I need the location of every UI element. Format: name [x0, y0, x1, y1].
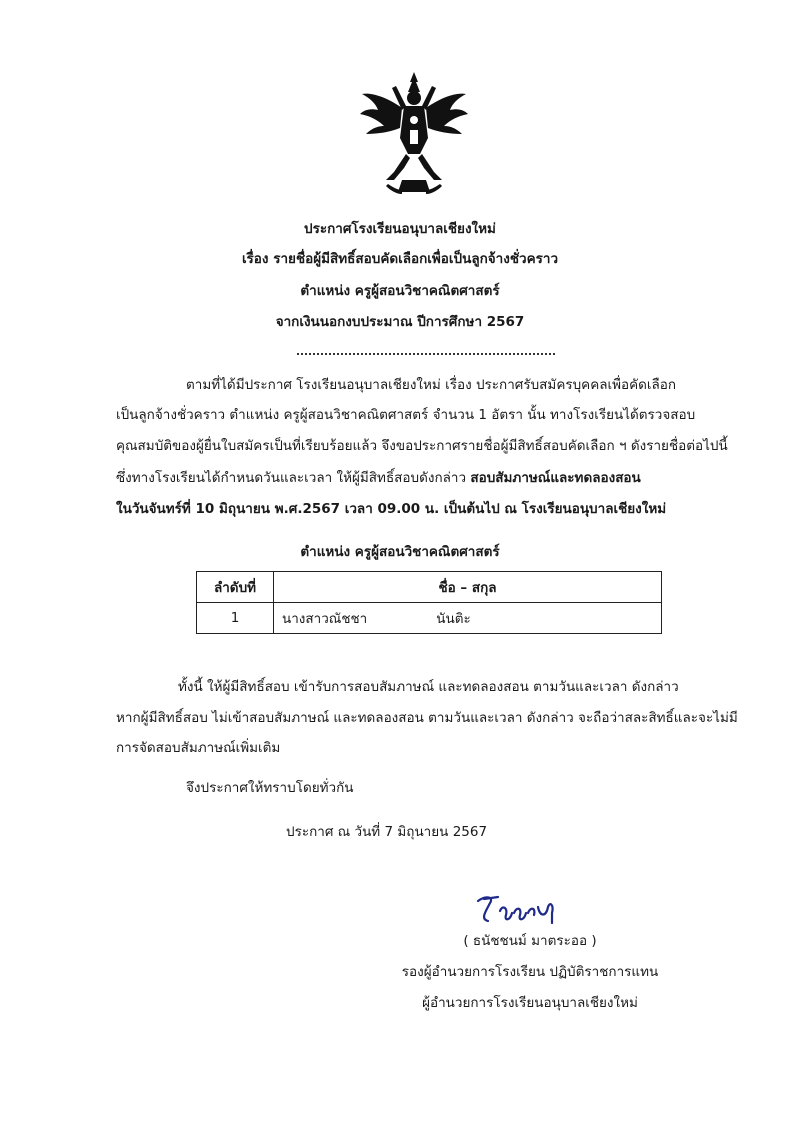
paragraph-1-line-4-bold: สอบสัมภาษณ์และทดลองสอน: [470, 470, 641, 486]
announcement-date: ประกาศ ณ วันที่ 7 มิถุนายน 2567: [286, 824, 488, 840]
signer-name: ( ธนัชชนม์ มาตระออ ): [463, 933, 597, 949]
paragraph-2-line-1: ทั้งนี้ ให้ผู้มีสิทธิ์สอบ เข้ารับการสอบสัมภาษณ์ และทดลองสอน ตามวันและเวลา ดังกล่าว: [178, 679, 679, 695]
candidate-last-name: นันติะ: [436, 611, 471, 627]
cell-name: [274, 603, 662, 634]
cell-order: 1: [197, 603, 274, 634]
paragraph-1-line-3: คุณสมบัติของผู้ยื่นใบสมัครเป็นที่เรียบร้อยแล้ว จึงขอประกาศรายชื่อผู้มีสิทธิ์สอบคัดเลือก ฯ ดังรายชื่อต่อไปนี้: [116, 438, 728, 454]
table-row: [197, 603, 662, 634]
column-header-name: ชื่อ – สกุล: [274, 572, 662, 603]
garuda-emblem-icon: [358, 68, 470, 196]
candidate-table: [196, 571, 662, 634]
closing-statement: จึงประกาศให้ทราบโดยทั่วกัน: [186, 780, 354, 796]
announcement-budget: จากเงินนอกงบประมาณ ปีการศึกษา 2567: [275, 314, 525, 330]
handwritten-signature: [474, 893, 564, 927]
candidate-first-name: นางสาวณัชชา: [282, 611, 368, 627]
paragraph-2-line-3: การจัดสอบสัมภาษณ์เพิ่มเติม: [116, 740, 281, 756]
paragraph-1-line-5: ในวันจันทร์ที่ 10 มิถุนายน พ.ศ.2567 เวลา 09.00 น. เป็นต้นไป ณ โรงเรียนอนุบาลเชียงใหม่: [116, 501, 667, 517]
paragraph-1-line-4-text: ซึ่งทางโรงเรียนได้กำหนดวันและเวลา ให้ผู้มีสิทธิ์สอบดังกล่าว: [116, 470, 467, 486]
dotted-divider: [297, 341, 555, 355]
paragraph-1-line-2: เป็นลูกจ้างชั่วคราว ตำแหน่ง ครูผู้สอนวิชาคณิตศาสตร์ จำนวน 1 อัตรา นั้น ทางโรงเรียนได้ตรวจสอบ: [116, 407, 696, 423]
table-title: ตำแหน่ง ครูผู้สอนวิชาคณิตศาสตร์: [300, 544, 500, 560]
announcement-title: ประกาศโรงเรียนอนุบาลเชียงใหม่: [304, 221, 496, 237]
signer-title-2: ผู้อำนวยการโรงเรียนอนุบาลเชียงใหม่: [422, 995, 638, 1011]
paragraph-1-line-1: ตามที่ได้มีประกาศ โรงเรียนอนุบาลเชียงใหม่ เรื่อง ประกาศรับสมัครบุคคลเพื่อคัดเลือก: [186, 377, 677, 393]
table-header-row: [197, 572, 662, 603]
announcement-position: ตำแหน่ง ครูผู้สอนวิชาคณิตศาสตร์: [300, 283, 500, 299]
announcement-subject: เรื่อง รายชื่อผู้มีสิทธิ์สอบคัดเลือกเพื่อเป็นลูกจ้างชั่วคราว: [241, 251, 559, 267]
paragraph-1-line-4: [116, 468, 712, 488]
column-header-order: ลำดับที่: [197, 572, 274, 603]
paragraph-2-line-2: หากผู้มีสิทธิ์สอบ ไม่เข้าสอบสัมภาษณ์ และทดลองสอน ตามวันและเวลา ดังกล่าว จะถือว่าสละสิทธิ์และจะไม่มี: [116, 710, 738, 726]
signer-title-1: รองผู้อำนวยการโรงเรียน ปฏิบัติราชการแทน: [401, 964, 659, 980]
